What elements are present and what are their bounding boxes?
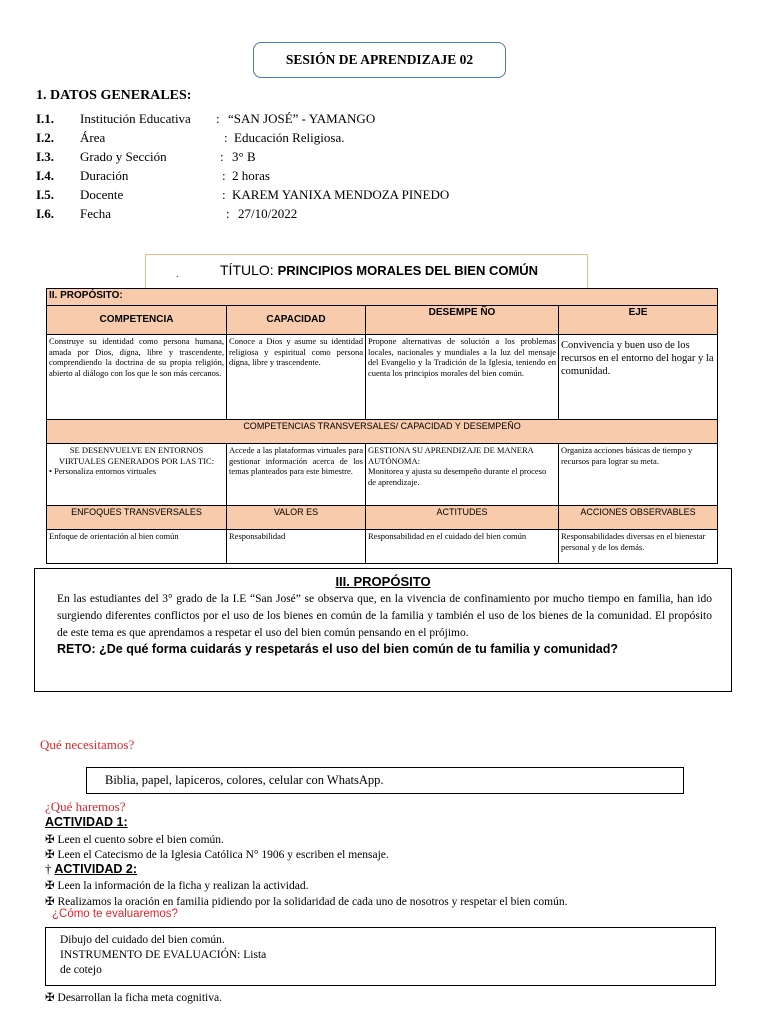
evaluation-line: Dibujo del cuidado del bien común. [60,934,225,946]
row-label: Docente [80,187,124,202]
activity-1-heading: ACTIVIDAD 1: [45,815,128,829]
cross-icon: ✠ [45,880,55,892]
row-number: I.6. [36,206,55,221]
evaluation-line: INSTRUMENTO DE EVALUACIÓN: Lista [60,949,267,961]
autonomo-eje-cell: Organiza acciones básicas de tiempo y recursos para lograr su meta. [559,444,718,506]
section-header: II. PROPÓSITO: [47,289,718,306]
competencia-cell: Construye su identidad como persona humana, amada por Dios, digna, libre y trascendente, comprendiendo la doctrina de su propia religión, abierto al diálogo con los que le son más cercanos. [47,335,227,420]
proposito-heading: III. PROPÓSITO [335,574,431,589]
header-desempeno: DESEMPE ÑO [366,306,559,335]
cross-icon: ✠ [45,849,55,861]
reto-text: RETO: ¿De qué forma cuidarás y respetarás el uso del bien común de tu familia y comunidad? [57,642,619,656]
tic-bullet: Personaliza entornos virtuales [54,466,157,477]
proposito-section [34,568,732,692]
autonomo-cell [366,444,559,506]
row-number: I.3. [36,149,55,164]
list-item-text: Realizamos la oración en familia pidiendo por la solidaridad de cada uno de nosotros y respetar el bien común. [57,896,568,908]
needs-question: Qué necesitamos? [40,737,135,752]
list-item [45,894,568,908]
row-label: Duración [80,168,129,183]
evaluation-line: de cotejo [60,964,102,976]
row-label: Grado y Sección [80,149,167,164]
list-item-text: Desarrollan la ficha meta cognitiva. [57,992,222,1004]
acciones-cell: Responsabilidades diversas en el bienestar personal y de los demás. [559,530,718,564]
row-value: “SAN JOSÉ” - YAMANGO [228,111,376,126]
list-item [45,990,222,1004]
proposito-text: En las estudiantes del 3° grado de la I.E “San José” se observa que, en la vivencia de confinamiento por mucho tiempo en familia, han ido surgiendo diferentes conflictos por el uso de los bienes en común de la familia y también el uso de los bienes de la comunidad. El propósito de este tema es que aprendamos a respetar el uso del bien común pensando en el prójimo. [57,593,712,639]
activity-2-row [45,862,137,877]
row-separator: : [226,206,230,221]
tic-title: SE DESENVUELVE EN ENTORNOS VIRTUALES GENERADOS POR LAS TIC: [58,445,215,466]
titulo-prefix: TÍTULO: [220,262,278,278]
session-title: SESIÓN DE APRENDIZAJE 02 [253,42,506,78]
list-item-text: Leen la información de la ficha y realizan la actividad. [57,880,309,892]
list-item [45,878,308,892]
enfoque-cell: Enfoque de orientación al bien común [47,530,227,564]
titulo-name: PRINCIPIOS MORALES DEL BIEN COMÚN [277,263,539,278]
dagger-icon: † [45,862,52,876]
row-number: I.4. [36,168,55,183]
row-value: 3° B [232,149,256,164]
transversal-header: COMPETENCIAS TRANSVERSALES/ CAPACIDAD Y DESEMPEÑO [47,420,718,444]
datos-generales-heading: 1. DATOS GENERALES: [36,88,192,103]
row-separator: : [222,187,226,202]
row-separator: : [220,149,224,164]
header-actitudes: ACTITUDES [366,506,559,530]
row-value: Educación Religiosa. [234,130,345,145]
row-separator: : [222,168,226,183]
cross-icon: ✠ [45,896,55,908]
cross-icon: ✠ [45,992,55,1004]
desempeno-cell: Propone alternativas de solución a los problemas locales, nacionales y mundiales a la luz del mensaje del Evangelio y la Tradición de la Iglesia, teniendo en cuenta los principios morales del bien común. [366,335,559,420]
capacidad-cell: Conoce a Dios y asume su identidad religiosa y espiritual como persona digna, libre y trascendente. [227,335,366,420]
row-label: Fecha [80,206,112,221]
row-label: Área [80,130,106,145]
header-enfoques: ENFOQUES TRANSVERSALES [47,506,227,530]
materials-box: Biblia, papel, lapiceros, colores, celular con WhatsApp. [86,767,684,794]
haremos-question: ¿Qué haremos? [45,799,126,814]
evaluation-box [45,927,716,986]
autonomo-title: GESTIONA SU APRENDIZAJE DE MANERA AUTÓNOMA: [368,445,534,466]
header-capacidad: CAPACIDAD [227,306,366,335]
row-number: I.2. [36,130,55,145]
tic-capacidad-cell: Accede a las plataformas virtuales para gestionar información acerca de los temas planteados para este bimestre. [227,444,366,506]
list-item-text: Leen el Catecismo de la Iglesia Católica N° 1906 y escriben el mensaje. [57,849,389,861]
header-competencia: COMPETENCIA [47,306,227,335]
eje-cell: Convivencia y buen uso de los recursos en el entorno del hogar y la comunidad. [559,335,718,420]
titulo-dot: . [176,269,179,279]
actitud-cell: Responsabilidad en el cuidado del bien común [366,530,559,564]
tic-cell [47,444,227,506]
list-item [45,847,389,861]
row-number: I.5. [36,187,55,202]
evaluation-question: ¿Cómo te evaluaremos? [52,908,178,920]
autonomo-text: Monitorea y ajusta su desempeño durante el proceso de aprendizaje. [368,466,547,487]
row-value: KAREM YANIXA MENDOZA PINEDO [232,187,450,202]
header-acciones: ACCIONES OBSERVABLES [559,506,718,530]
row-separator: : [216,111,220,126]
header-eje: EJE [559,306,718,335]
cross-icon: ✠ [45,834,55,846]
titulo-box [145,254,588,288]
titulo-text [220,262,538,278]
header-valores: VALOR ES [227,506,366,530]
row-value: 27/10/2022 [238,206,298,221]
proposito-table [46,288,718,564]
row-label: Institución Educativa [80,111,191,126]
activity-2-heading: ACTIVIDAD 2: [54,862,138,876]
list-item-text: Leen el cuento sobre el bien común. [57,834,224,846]
row-number: I.1. [36,111,55,126]
list-item [45,832,224,846]
tic-bullet-row: • Personaliza entornos virtuales [49,466,157,477]
row-value: 2 horas [232,168,270,183]
row-separator: : [224,130,228,145]
valor-cell: Responsabilidad [227,530,366,564]
